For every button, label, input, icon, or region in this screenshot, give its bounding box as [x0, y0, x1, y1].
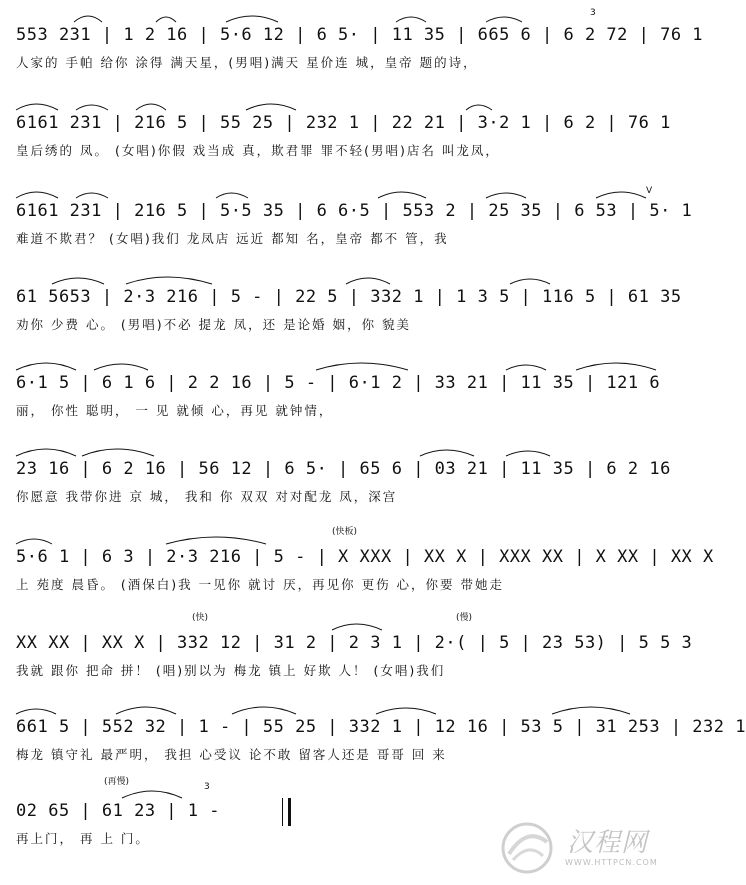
grace-note-mark: 3 [590, 8, 596, 18]
tempo-mark: (快板) [332, 527, 358, 537]
notation-line: 6·1 5 | 6 1 6 | 2 2 16 | 5 - | 6·1 2 | 33 21 | 11 35 | 121 6 [16, 373, 661, 393]
notation-line: 02 65 | 61 23 | 1 - [16, 801, 220, 821]
notation-line: 5·6 1 | 6 3 | 2·3 216 | 5 - | X XXX | XX X | XXX XX | X XX | XX X [16, 547, 714, 567]
notation-line: XX XX | XX X | 332 12 | 31 2 | 2 3 1 | 2·( | 5 | 23 53) | 5 5 3 [16, 633, 693, 653]
slur-marks [16, 700, 666, 720]
score-system [16, 442, 671, 530]
notation-line: 553 231 | 1 2 16 | 5·6 12 | 6 5· | 11 35 | 665 6 | 6 2 72 | 76 1 [16, 25, 704, 45]
lyrics-line: 你愿意 我带你进 京 城， 我和 你 双双 对对配龙 凤，深宫 [16, 489, 398, 504]
slur-marks [16, 96, 666, 116]
score-system [16, 8, 704, 96]
score-system [16, 527, 714, 618]
tempo-mark: (再慢) [104, 777, 130, 787]
slur-marks [16, 8, 666, 28]
tempo-mark: (快) [192, 613, 209, 623]
lyrics-line: 难道不欺君？ (女唱)我们 龙凤店 远近 都知 名，皇帝 都不 管，我 [16, 231, 449, 246]
lyrics-line: 再上门， 再 上 门。 [16, 831, 150, 846]
slur-marks [16, 442, 666, 462]
slur-marks [16, 270, 666, 290]
slur-marks [16, 784, 316, 804]
watermark [495, 818, 670, 878]
lyrics-line: 我就 跟你 把命 拼！ (唱)别以为 梅龙 镇上 好欺 人！ (女唱)我们 [16, 663, 446, 678]
breath-mark: V [646, 186, 653, 196]
notation-line: 6161 231 | 216 5 | 5·5 35 | 6 6·5 | 553 2 | 25 35 | 6 53 | 5· 1 [16, 201, 693, 221]
score-system [16, 96, 671, 184]
notation-line: 6161 231 | 216 5 | 55 25 | 232 1 | 22 21 | 3·2 1 | 6 2 | 76 1 [16, 113, 671, 133]
notation-line: 61 5653 | 2·3 216 | 5 - | 22 5 | 332 1 | 1 3 5 | 116 5 | 61 35 [16, 287, 682, 307]
watermark-name: 汉程网 [567, 828, 649, 858]
slur-marks [16, 184, 666, 204]
score-system [16, 270, 682, 358]
slur-marks [16, 616, 666, 636]
grace-note-mark: 3 [204, 782, 210, 792]
tempo-mark: (慢) [456, 613, 473, 623]
score-system [16, 184, 693, 272]
slur-marks [16, 530, 666, 550]
lyrics-line: 人家的 手帕 给你 涂得 满天星，(男唱)满天 星价连 城，皇帝 题的诗， [16, 55, 478, 70]
score-system [16, 356, 666, 444]
lyrics-line: 丽， 你性 聪明， 一 见 就倾 心，再见 就钟情， [16, 403, 334, 418]
lyrics-line: 梅龙 镇守礼 最严明， 我担 心受议 论不敢 留客人还是 哥哥 回 来 [16, 747, 447, 762]
notation-line: 661 5 | 552 32 | 1 - | 55 25 | 332 1 | 12 16 | 53 5 | 31 253 | 232 1 [16, 717, 746, 737]
watermark-logo-icon [495, 820, 559, 876]
notation-line: 23 16 | 6 2 16 | 56 12 | 6 5· | 65 6 | 03 21 | 11 35 | 6 2 16 [16, 459, 671, 479]
lyrics-line: 劝你 少费 心。 (男唱)不必 提龙 凤，还 是论婚 姻，你 貌美 [16, 317, 412, 332]
lyrics-line: 皇后绣的 凤。 (女唱)你假 戏当成 真，欺君罪 罪不轻(男唱)店名 叫龙凤， [16, 143, 500, 158]
watermark-url: WWW.HTTPCN.COM [565, 858, 658, 867]
score-system [16, 613, 693, 704]
lyrics-line: 上 苑度 晨昏。 (酒保白)我 一见你 就讨 厌，再见你 更伤 心，你要 带她走 [16, 577, 505, 592]
slur-marks [16, 356, 666, 376]
